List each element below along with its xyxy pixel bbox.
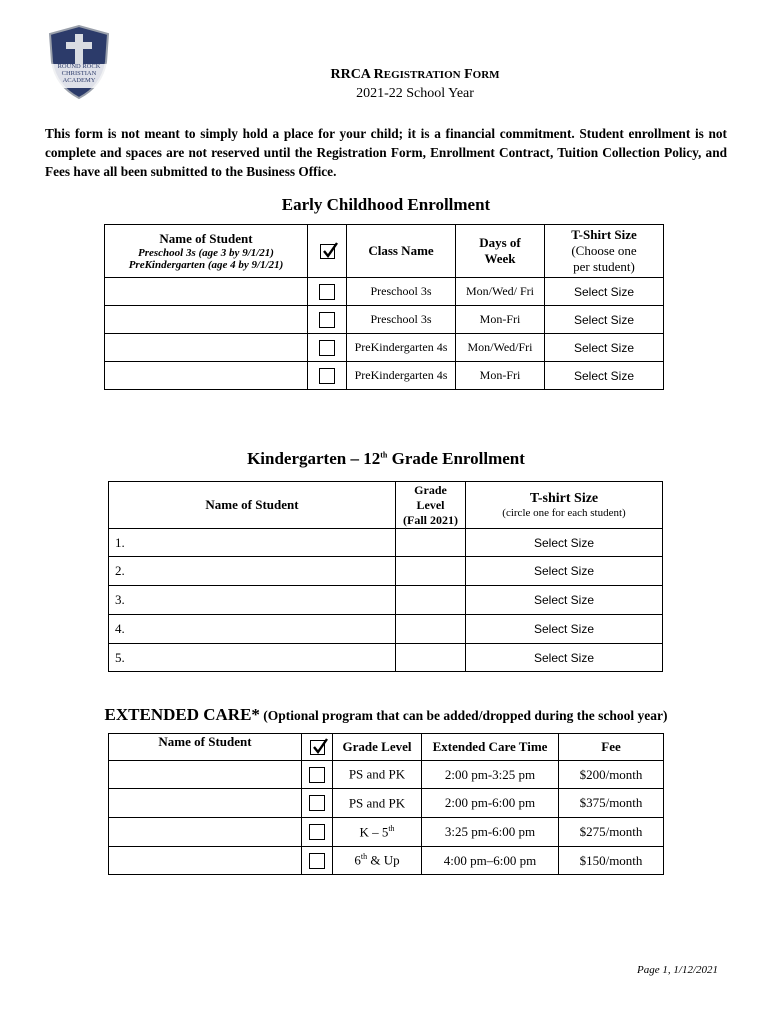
- early-childhood-heading: Early Childhood Enrollment: [281, 195, 491, 214]
- student-name-field[interactable]: 2.: [109, 557, 396, 586]
- care-checkbox[interactable]: [309, 767, 325, 783]
- student-name-field[interactable]: [109, 818, 302, 847]
- k12-name-header: Name of Student: [109, 482, 396, 529]
- student-name-field[interactable]: [109, 761, 302, 789]
- fee-cell: $200/month: [559, 761, 664, 789]
- enroll-checkbox[interactable]: [319, 312, 335, 328]
- school-year: 2021-22 School Year: [356, 86, 474, 101]
- student-name-field[interactable]: 1.: [109, 529, 396, 557]
- tshirt-size-select[interactable]: Select Size: [466, 529, 663, 557]
- fee-cell: $150/month: [559, 847, 664, 875]
- early-childhood-table: [104, 224, 664, 390]
- tshirt-size-select[interactable]: Select Size: [466, 615, 663, 644]
- tshirt-size-select[interactable]: Select Size: [545, 278, 664, 306]
- tshirt-size-select[interactable]: Select Size: [466, 644, 663, 672]
- table-row: [109, 529, 663, 557]
- student-name-field[interactable]: 5.: [109, 644, 396, 672]
- student-name-field[interactable]: 4.: [109, 615, 396, 644]
- logo-line-1: ROUND ROCK: [57, 63, 101, 70]
- ext-fee-header: Fee: [559, 734, 664, 761]
- grade-level-field[interactable]: [396, 557, 466, 586]
- care-time-cell: 3:25 pm-6:00 pm: [422, 818, 559, 847]
- days-cell: Mon/Wed/ Fri: [456, 278, 545, 306]
- enroll-checkbox[interactable]: [319, 284, 335, 300]
- ec-days-header: Days of Week: [456, 225, 545, 278]
- tshirt-size-select[interactable]: Select Size: [545, 362, 664, 390]
- table-row: [105, 306, 664, 334]
- grade-level-cell: 6th & Up: [333, 847, 422, 875]
- table-row: [109, 644, 663, 672]
- class-name-cell: PreKindergarten 4s: [347, 334, 456, 362]
- table-row: [109, 557, 663, 586]
- grade-level-field[interactable]: [396, 529, 466, 557]
- grade-level-field[interactable]: [396, 644, 466, 672]
- student-name-field[interactable]: 3.: [109, 586, 396, 615]
- class-name-cell: PreKindergarten 4s: [347, 362, 456, 390]
- ext-name-header: Name of Student: [109, 734, 302, 761]
- k12-grade-header: Grade Level (Fall 2021): [396, 482, 466, 529]
- care-checkbox[interactable]: [309, 824, 325, 840]
- tshirt-size-select[interactable]: Select Size: [466, 586, 663, 615]
- extended-care-heading: EXTENDED CARE* (Optional program that can be added/dropped during the school year): [104, 705, 668, 724]
- k12-heading: Kindergarten – 12th Grade Enrollment: [247, 449, 525, 468]
- student-name-field[interactable]: [105, 362, 308, 390]
- table-row: [109, 847, 664, 875]
- table-row: [105, 362, 664, 390]
- student-name-field[interactable]: [105, 334, 308, 362]
- logo-line-2: CHRISTIAN: [61, 70, 97, 77]
- student-name-field[interactable]: [105, 278, 308, 306]
- form-title: RRCA REGISTRATION FORM: [330, 67, 500, 82]
- student-name-field[interactable]: [105, 306, 308, 334]
- ec-tshirt-header: T-Shirt Size (Choose one per student): [545, 225, 664, 278]
- k12-tshirt-header: T-shirt Size (circle one for each student): [466, 482, 663, 529]
- ec-check-header: [308, 225, 347, 278]
- care-checkbox[interactable]: [309, 853, 325, 869]
- days-cell: Mon-Fri: [456, 362, 545, 390]
- fee-cell: $275/month: [559, 818, 664, 847]
- logo-line-3: ACADEMY: [62, 77, 96, 84]
- grade-level-field[interactable]: [396, 586, 466, 615]
- care-time-cell: 2:00 pm-3:25 pm: [422, 761, 559, 789]
- checked-box-icon: [320, 244, 335, 259]
- ext-grade-header: Grade Level: [333, 734, 422, 761]
- extended-care-table: [108, 733, 664, 875]
- days-cell: Mon/Wed/Fri: [456, 334, 545, 362]
- care-checkbox[interactable]: [309, 795, 325, 811]
- commitment-notice: This form is not meant to simply hold a place for your child; it is a financial commitment. Student enrollment is not complete and spaces are not reserved until the Registration Form, Enrollment Contract, Tuition Collection Policy, and Fees have all been submitted to the Business Office.: [45, 126, 727, 179]
- grade-level-cell: K – 5th: [333, 818, 422, 847]
- fee-cell: $375/month: [559, 789, 664, 818]
- table-row: [105, 334, 664, 362]
- ext-time-header: Extended Care Time: [422, 734, 559, 761]
- grade-level-cell: PS and PK: [333, 789, 422, 818]
- table-row: [109, 761, 664, 789]
- student-name-field[interactable]: [109, 847, 302, 875]
- table-row: [109, 789, 664, 818]
- k12-table: [108, 481, 663, 672]
- days-cell: Mon-Fri: [456, 306, 545, 334]
- ec-name-header: Name of Student Preschool 3s (age 3 by 9/1/21) PreKindergarten (age 4 by 9/1/21): [105, 225, 308, 278]
- table-row: [109, 818, 664, 847]
- enroll-checkbox[interactable]: [319, 368, 335, 384]
- table-row: [105, 278, 664, 306]
- page-footer: Page 1, 1/12/2021: [637, 964, 718, 976]
- tshirt-size-select[interactable]: Select Size: [545, 306, 664, 334]
- enroll-checkbox[interactable]: [319, 340, 335, 356]
- table-row: [109, 586, 663, 615]
- checked-box-icon: [310, 740, 325, 755]
- student-name-field[interactable]: [109, 789, 302, 818]
- class-name-cell: Preschool 3s: [347, 278, 456, 306]
- tshirt-size-select[interactable]: Select Size: [545, 334, 664, 362]
- class-name-cell: Preschool 3s: [347, 306, 456, 334]
- grade-level-cell: PS and PK: [333, 761, 422, 789]
- tshirt-size-select[interactable]: Select Size: [466, 557, 663, 586]
- ext-check-header: [302, 734, 333, 761]
- ec-class-header: Class Name: [347, 225, 456, 278]
- grade-level-field[interactable]: [396, 615, 466, 644]
- care-time-cell: 4:00 pm–6:00 pm: [422, 847, 559, 875]
- table-row: [109, 615, 663, 644]
- care-time-cell: 2:00 pm-6:00 pm: [422, 789, 559, 818]
